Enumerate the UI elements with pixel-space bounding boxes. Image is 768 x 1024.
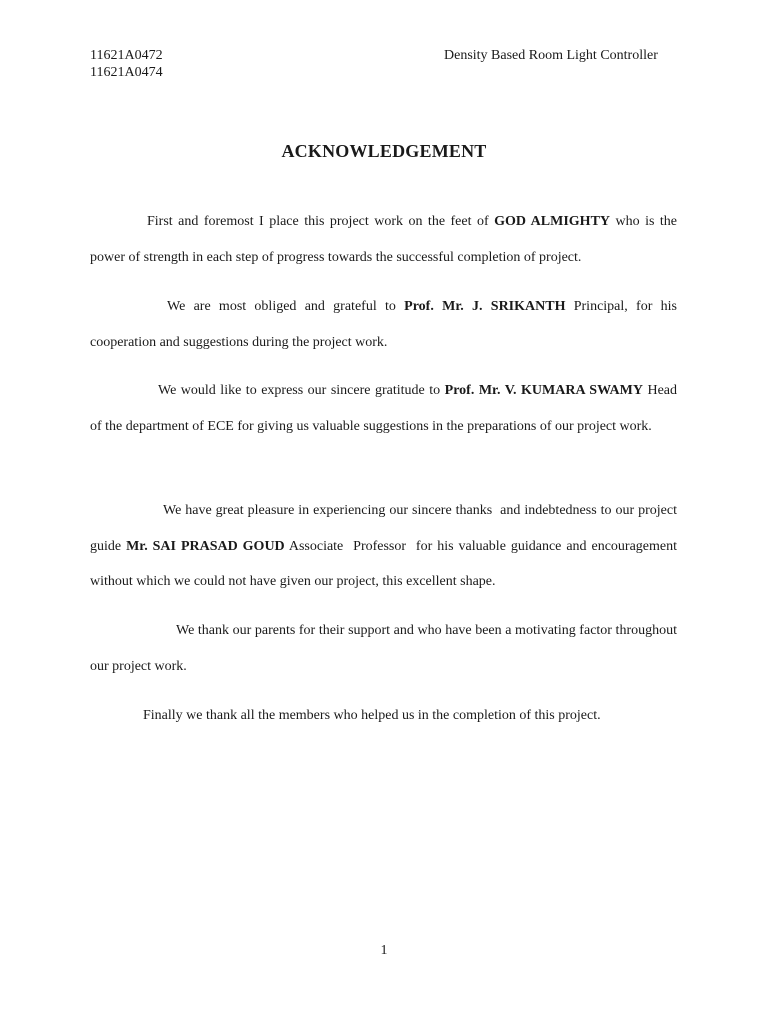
paragraph-1-emphasis: GOD ALMIGHTY xyxy=(494,214,611,229)
paragraph-5 xyxy=(90,613,677,684)
paragraph-4-text-b: Associate Professor for his valuable guidance and encouragement without which we could not have given our project, this excellent shape. xyxy=(90,538,681,589)
paragraph-4-emphasis: Mr. SAI PRASAD GOUD xyxy=(126,538,285,554)
paragraph-6-text: Finally we thank all the members who helped us in the completion of this project. xyxy=(143,708,601,723)
header-roll-numbers xyxy=(90,47,163,81)
paragraph-1 xyxy=(90,204,677,275)
paragraph-4 xyxy=(90,493,681,600)
header-project-title: Density Based Room Light Controller xyxy=(444,48,658,63)
paragraph-2-text-a: We are most obliged and grateful to xyxy=(167,299,405,314)
paragraph-1-text-a: First and foremost I place this project work on the feet of xyxy=(147,214,495,229)
page-number: 1 xyxy=(380,943,388,958)
paragraph-3-emphasis: Prof. Mr. V. KUMARA SWAMY xyxy=(444,383,643,398)
paragraph-2-text-b: Principal, for his cooperation and suggestions during the project work. xyxy=(90,299,677,350)
paragraph-3-text-b: Head of the department of ECE for giving us valuable suggestions in the preparations of our project work. xyxy=(90,383,677,434)
paragraph-3-text-a: We would like to express our sincere gratitude to xyxy=(158,383,445,398)
paragraph-2 xyxy=(90,289,677,360)
paragraph-1-text-b: who is the power of strength in each step of progress towards the successful completion of project. xyxy=(90,214,677,265)
roll-number-1: 11621A0472 xyxy=(90,48,163,63)
paragraph-4-text-a: We have great pleasure in experiencing our sincere thanks and indebtedness to our project guide xyxy=(90,503,681,554)
paragraph-3 xyxy=(90,373,677,444)
page-title: ACKNOWLEDGEMENT xyxy=(281,141,487,161)
paragraph-5-text: We thank our parents for their support and who have been a motivating factor throughout our project work. xyxy=(90,623,677,674)
roll-number-2: 11621A0474 xyxy=(90,65,163,80)
paragraph-6 xyxy=(90,698,677,734)
paragraph-2-emphasis: Prof. Mr. J. SRIKANTH xyxy=(404,299,566,314)
